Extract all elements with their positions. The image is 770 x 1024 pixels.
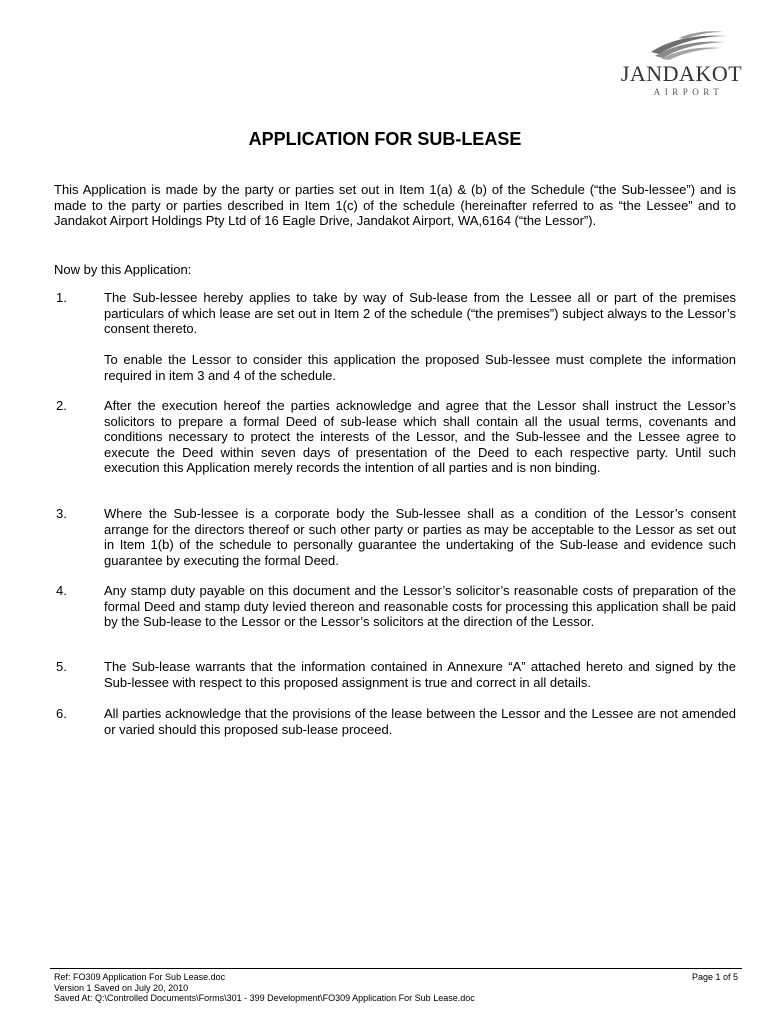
clause-number: 6. <box>56 706 67 721</box>
clause-1 <box>54 290 736 337</box>
intro-paragraph: This Application is made by the party or parties set out in Item 1(a) & (b) of the Schedule (“the Sub-lessee”) and is made to the party or parties described in Item 1(c) of the schedule (hereinafter referred to as “the Lessee” and to Jandakot Airport Holdings Pty Ltd of 16 Eagle Drive, Jandakot Airport, WA,6164 (“the Lessor”). <box>54 182 736 228</box>
footer-version: Version 1 Saved on July 20, 2010 <box>54 982 189 993</box>
clause-text: Where the Sub-lessee is a corporate body the Sub-lessee shall as a condition of the Lessor’s consent arrange for the directors thereof or such other party or parties as may be acceptable to the Lessor as set out in Item 1(b) of the schedule to personally guarantee the undertaking of the Sub-lease and evidence such guarantee by executing the formal Deed. <box>104 506 736 568</box>
clause-number: 2. <box>56 398 67 413</box>
clause-4 <box>54 583 736 630</box>
clause-text: Any stamp duty payable on this document and the Lessor’s solicitor’s reasonable costs of preparation of the formal Deed and stamp duty levied thereon and reasonable costs for processing this application shall be paid by the Sub-lease to the Lessor or the Lessor’s solicitors at the direction of the Lessor. <box>104 583 736 629</box>
clause-number: 5. <box>56 659 67 674</box>
logo-name: JANDAKOT <box>620 61 743 86</box>
page-footer <box>54 972 738 1004</box>
clause-3 <box>54 506 736 568</box>
clause-subtext: To enable the Lessor to consider this application the proposed Sub-lessee must complete the information required in item 3 and 4 of the schedule. <box>104 352 736 383</box>
footer-saved-at: Saved At: Q:\Controlled Documents\Forms\301 - 399 Development\FO309 Application For Sub Lease.doc <box>54 993 475 1003</box>
clause-number: 3. <box>56 506 67 521</box>
clause-text: The Sub-lessee hereby applies to take by way of Sub-lease from the Lessee all or part of the premises particulars of which lease are set out in Item 2 of the schedule (“the premises”) subject always to the Lessor’s consent thereto. <box>104 290 736 336</box>
clause-5 <box>54 659 736 690</box>
clause-text: All parties acknowledge that the provisions of the lease between the Lessor and the Lessee are not amended or varied should this proposed sub-lease proceed. <box>104 706 736 737</box>
clause-number: 4. <box>56 583 67 598</box>
clause-6 <box>54 706 736 737</box>
clause-text: The Sub-lease warrants that the information contained in Annexure “A” attached hereto and signed by the Sub-lessee with respect to this proposed assignment is true and correct in all details. <box>104 659 736 690</box>
jandakot-airport-logo <box>619 30 744 100</box>
clause-2 <box>54 398 736 476</box>
footer-ref: Ref: FO309 Application For Sub Lease.doc <box>54 972 226 982</box>
footer-divider <box>50 968 742 969</box>
now-by-this-application: Now by this Application: <box>54 262 192 277</box>
clause-1-subparagraph <box>54 352 736 383</box>
logo-subtitle: AIRPORT <box>653 87 724 97</box>
page-number: Page 1 of 5 <box>691 972 738 982</box>
clause-number: 1. <box>56 290 67 305</box>
clause-text: After the execution hereof the parties acknowledge and agree that the Lessor shall instruct the Lessor’s solicitors to prepare a formal Deed of sub-lease which shall contain all the usual terms, covenants and conditions necessary to protect the interests of the Lessor, and the Sub-lessee and the Lessee agree to execute the Deed within seven days of presentation of the Deed to each respective party. Until such execution this Application merely records the intention of all parties and is non binding. <box>104 398 736 475</box>
page-title: APPLICATION FOR SUB-LEASE <box>248 129 522 149</box>
swoosh-wings-icon <box>649 30 729 60</box>
